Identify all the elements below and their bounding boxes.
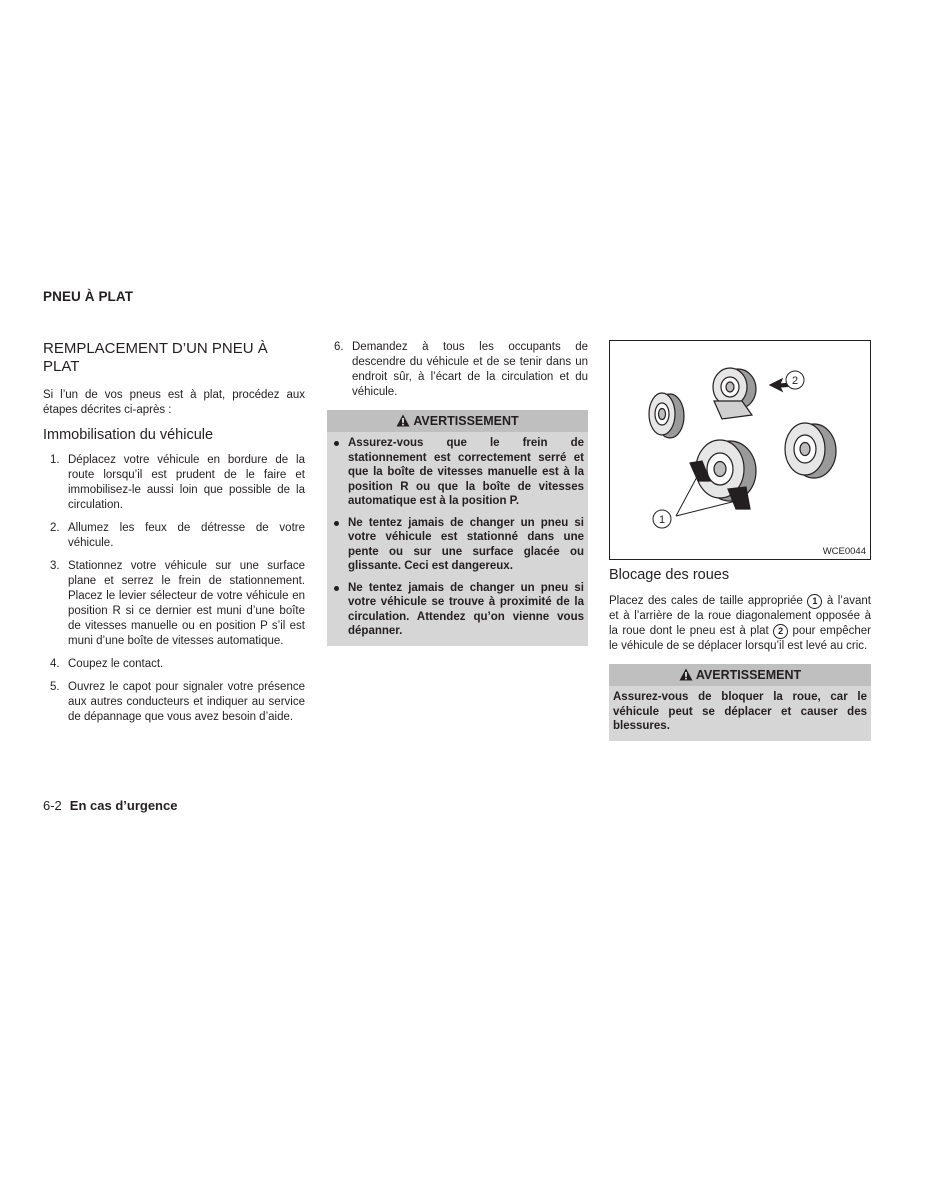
column-1 xyxy=(43,340,305,733)
wheel-chock-figure xyxy=(609,340,871,560)
page-footer xyxy=(43,798,177,813)
tire-chocked-icon xyxy=(690,440,756,509)
warning-item xyxy=(331,516,584,574)
bullet-icon xyxy=(334,521,339,526)
step-text: Déplacez votre véhicule en bordure de la route lorsqu’il est prudent de le faire et immobilisez-le aussi loin que possible de la circulation. xyxy=(68,454,305,511)
warning-body xyxy=(609,686,871,741)
list-item xyxy=(43,559,305,649)
step-number: 4. xyxy=(50,658,60,670)
warning-item xyxy=(331,581,584,639)
step-number: 1. xyxy=(50,454,60,466)
warning-triangle-icon xyxy=(679,666,693,688)
figure-code: WCE0044 xyxy=(822,546,866,557)
tire-flat-icon xyxy=(713,368,756,419)
callout-2-marker: 2 xyxy=(773,624,788,639)
paragraph-text: Placez des cales de taille appropriée xyxy=(609,595,803,607)
intro-paragraph: Si l’un de vos pneus est à plat, procédez aux étapes décrites ci-après : xyxy=(43,389,305,416)
warning-text: Assurez-vous de bloquer la roue, car le véhicule peut se déplacer et causer des blessures. xyxy=(613,691,867,732)
steps-list-continued xyxy=(327,340,588,400)
warning-item-text: Assurez-vous que le frein de stationnement est correctement serré et que la boîte de vitesses manuelle est à la position R ou que la boîte de vitesses automatique est à la position P. xyxy=(348,437,584,507)
callout-2-label: 2 xyxy=(791,375,799,387)
warning-triangle-icon xyxy=(396,412,410,434)
callout-1-label: 1 xyxy=(658,514,666,526)
step-number: 5. xyxy=(50,681,60,693)
warning-title: AVERTISSEMENT xyxy=(695,668,802,682)
step-text: Ouvrez le capot pour signaler votre présence aux autres conducteurs et indiquer au service de dépannage que vous avez besoin d’aide. xyxy=(68,681,305,723)
warning-item xyxy=(331,436,584,509)
warning-item-text: Ne tentez jamais de changer un pneu si votre véhicule est stationné dans une pente ou sur une surface glacée ou glissante. Ceci est dangereux. xyxy=(348,516,584,572)
step-number: 6. xyxy=(334,341,344,353)
list-item xyxy=(43,680,305,725)
page-number: 6-2 xyxy=(43,798,62,813)
step-number: 2. xyxy=(50,522,60,534)
callout-1-marker: 1 xyxy=(807,594,822,609)
warning-header xyxy=(609,664,871,686)
step-text: Coupez le contact. xyxy=(68,658,164,670)
chock-front-icon xyxy=(728,487,750,509)
section-title: PNEU À PLAT xyxy=(43,289,134,304)
warning-header xyxy=(327,410,588,432)
column-3 xyxy=(609,340,871,741)
chapter-title: En cas d’urgence xyxy=(69,798,178,813)
paragraph-text: pour empêcher le véhicule de se déplacer lorsqu’il est levé au cric. xyxy=(609,625,872,652)
warning-body xyxy=(327,432,588,646)
list-item xyxy=(43,521,305,551)
wheel-chock-illustration xyxy=(610,341,870,559)
heading-replacement: REMPLACEMENT D’UN PNEU À PLAT xyxy=(43,340,268,375)
warning-item-text: Ne tentez jamais de changer un pneu si votre véhicule se trouve à proximité de la circulation. Attendez qu’on vienne vous dépanner. xyxy=(348,581,584,637)
paragraph-text: à l’avant et à l’arrière de la roue diagonalement opposée à la roue dont le pneu est à plat xyxy=(609,595,871,637)
warning-box-wheel xyxy=(609,664,871,741)
warning-box xyxy=(327,410,588,646)
subheading-immobilisation: Immobilisation du véhicule xyxy=(43,427,214,443)
list-item xyxy=(43,453,305,513)
step-text: Demandez à tous les occupants de descendre du véhicule et de se tenir dans un endroit sûr, à l’écart de la circulation et du véhicule. xyxy=(352,341,588,398)
column-2 xyxy=(327,340,588,646)
tire-front-right-icon xyxy=(785,423,836,478)
step-text: Allumez les feux de détresse de votre véhicule. xyxy=(68,522,305,549)
step-text: Stationnez votre véhicule sur une surface plane et serrez le frein de stationnement. Placez le levier sélecteur de votre véhicule en position R si ce dernier est muni d’une boîte de vitesses manuelle ou en position P s’il est muni d’une boîte de vitesses automatique. xyxy=(68,560,305,647)
warning-title: AVERTISSEMENT xyxy=(413,414,519,428)
bullet-icon xyxy=(334,441,339,446)
tire-rear-left-icon xyxy=(649,393,684,438)
step-number: 3. xyxy=(50,560,60,572)
wheel-blocking-paragraph xyxy=(609,594,871,654)
steps-list xyxy=(43,453,305,725)
heading-wheel-blocking: Blocage des roues xyxy=(609,567,730,583)
bullet-icon xyxy=(334,586,339,591)
list-item xyxy=(327,340,588,400)
list-item xyxy=(43,657,305,672)
